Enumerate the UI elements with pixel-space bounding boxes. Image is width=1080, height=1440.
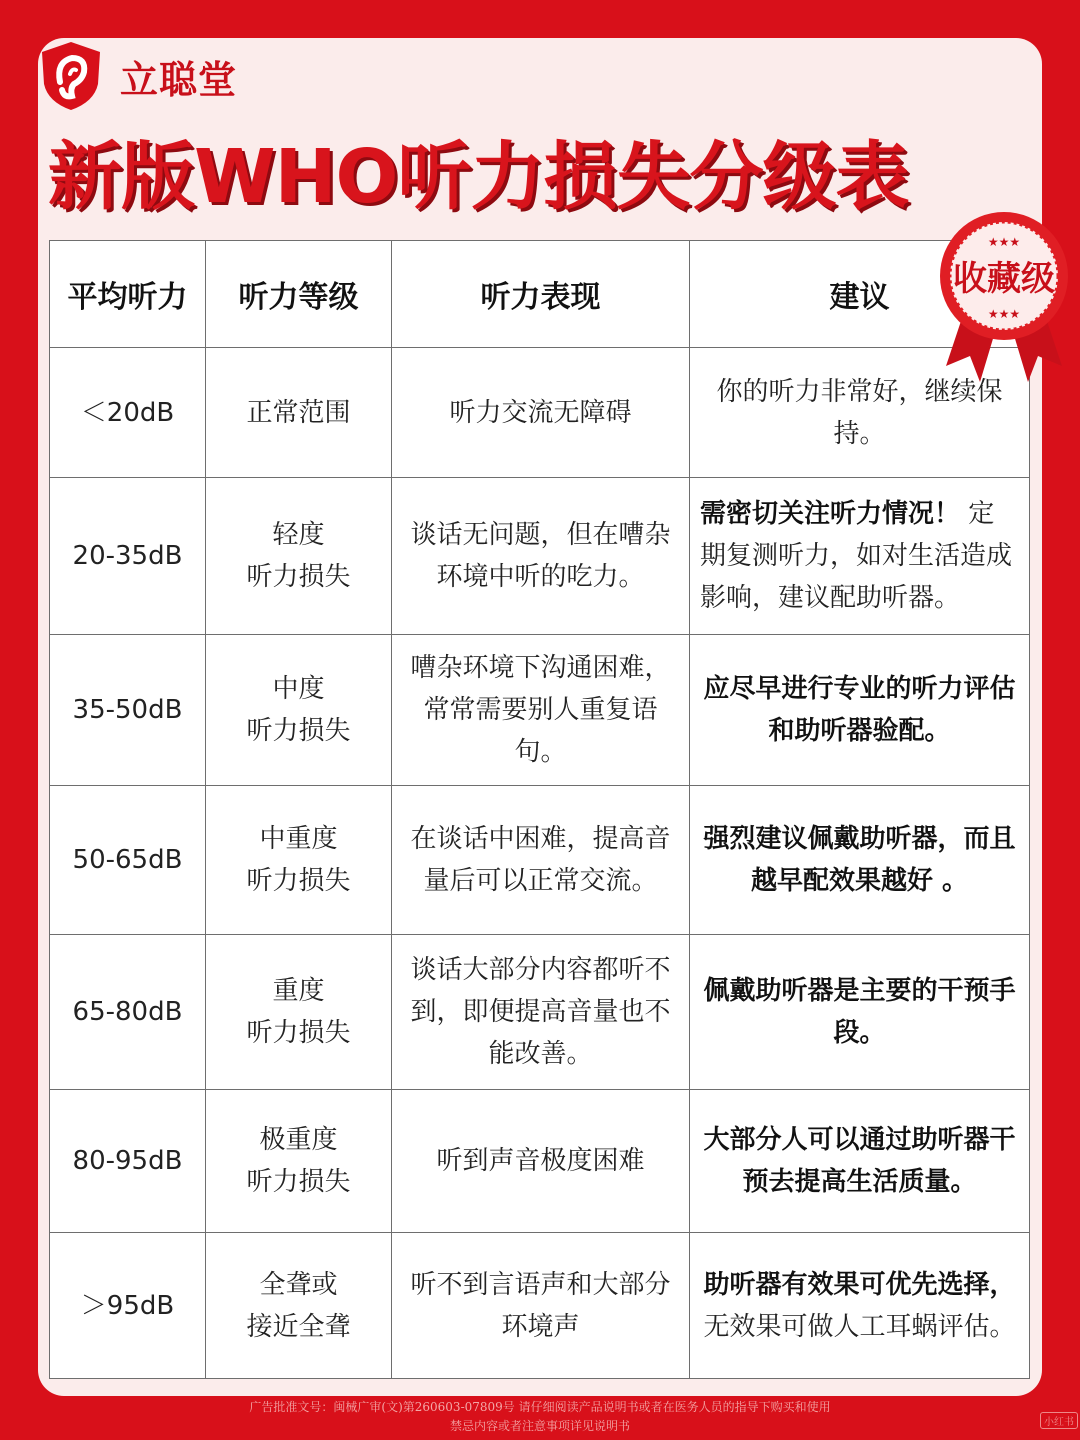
table-header-row <box>50 241 1030 348</box>
advice <box>690 1090 1030 1233</box>
hearing-performance: 谈话大部分内容都听不到，即便提高音量也不能改善。 <box>392 935 690 1090</box>
hearing-level <box>206 348 392 478</box>
table-row <box>50 635 1030 786</box>
advice-text: 无效果可做人工耳蜗评估。 <box>703 1311 1016 1342</box>
level-line: 听力损失 <box>246 716 351 746</box>
footer-line: 禁忌内容或者注意事项详见说明书 <box>449 1419 630 1433</box>
level-line: 极重度 <box>259 1125 338 1155</box>
header-hearing-performance: 听力表现 <box>392 241 690 348</box>
seal-label: 收藏级 <box>953 259 1055 299</box>
advice-emphasis: 助听器有效果可优先选择， <box>703 1269 1016 1300</box>
hearing-performance: 听不到言语声和大部分环境声 <box>392 1233 690 1379</box>
level-line: 听力损失 <box>246 1018 351 1048</box>
table-row <box>50 478 1030 635</box>
advice-emphasis: 需密切关注听力情况！ <box>700 499 961 529</box>
db-range: ＜20dB <box>50 348 206 478</box>
level-line: 听力损失 <box>246 562 351 592</box>
hearing-level <box>206 478 392 635</box>
level-line: 轻度 <box>272 520 325 550</box>
advice-text: 定期复测听力，如对生活造成影响，建议配助听器。 <box>700 499 1013 613</box>
level-line: 中度 <box>272 674 325 704</box>
db-range: 35-50dB <box>50 635 206 786</box>
advice-emphasis: 强烈建议佩戴助听器，而且越早配效果越好 。 <box>703 824 1016 896</box>
header-hearing-level: 听力等级 <box>206 241 392 348</box>
level-line: 重度 <box>272 976 325 1006</box>
footer-line: 广告批准文号：闽械广审(文)第260603-07809号 请仔细阅读产品说明书或者在医务人员的指导下购买和使用 <box>249 1400 831 1414</box>
hearing-level <box>206 786 392 935</box>
level-line: 全聋或 <box>259 1269 338 1300</box>
advice-emphasis: 佩戴助听器是主要的干预手段。 <box>703 976 1016 1048</box>
hearing-level <box>206 635 392 786</box>
table-row <box>50 786 1030 935</box>
hearing-performance: 听力交流无障碍 <box>392 348 690 478</box>
hearing-loss-table <box>49 240 1030 1379</box>
db-range: ＞95dB <box>50 1233 206 1379</box>
svg-text:★★★: ★★★ <box>987 307 1021 321</box>
advice <box>690 1233 1030 1379</box>
watermark: 小红书 <box>1040 1412 1078 1429</box>
brand-name: 立聪堂 <box>120 57 238 102</box>
header-advice: 建议 <box>690 241 1030 348</box>
advice <box>690 635 1030 786</box>
advice-text: 你的听力非常好，继续保持。 <box>716 376 1003 449</box>
hearing-performance: 在谈话中困难，提高音量后可以正常交流。 <box>392 786 690 935</box>
table-row <box>50 1090 1030 1233</box>
hearing-level <box>206 935 392 1090</box>
page-title: 新版WHO听力损失分级表 <box>48 134 909 220</box>
db-range: 65-80dB <box>50 935 206 1090</box>
table-row <box>50 1233 1030 1379</box>
footer-disclaimer <box>0 1398 1080 1436</box>
advice-emphasis: 大部分人可以通过助听器干预去提高生活质量。 <box>703 1125 1016 1197</box>
hearing-performance: 嘈杂环境下沟通困难，常常需要别人重复语句。 <box>392 635 690 786</box>
level-line: 听力损失 <box>246 866 351 896</box>
advice <box>690 478 1030 635</box>
level-line: 听力损失 <box>246 1167 351 1197</box>
hearing-level <box>206 1233 392 1379</box>
advice-emphasis: 应尽早进行专业的听力评估和助听器验配。 <box>703 674 1016 746</box>
svg-text:★★★: ★★★ <box>987 235 1021 249</box>
hearing-performance: 谈话无问题，但在嘈杂环境中听的吃力。 <box>392 478 690 635</box>
db-range: 80-95dB <box>50 1090 206 1233</box>
table-row <box>50 935 1030 1090</box>
db-range: 50-65dB <box>50 786 206 935</box>
hearing-performance: 听到声音极度困难 <box>392 1090 690 1233</box>
table-row <box>50 348 1030 478</box>
hearing-level <box>206 1090 392 1233</box>
level-line: 中重度 <box>259 824 338 854</box>
header-average-hearing: 平均听力 <box>50 241 206 348</box>
level-line: 正常范围 <box>246 397 351 428</box>
advice <box>690 935 1030 1090</box>
brand-logo <box>38 40 237 112</box>
ear-shield-icon <box>38 40 104 112</box>
db-range: 20-35dB <box>50 478 206 635</box>
level-line: 接近全聋 <box>246 1311 351 1342</box>
advice <box>690 786 1030 935</box>
rosette-seal-icon <box>936 206 1072 386</box>
